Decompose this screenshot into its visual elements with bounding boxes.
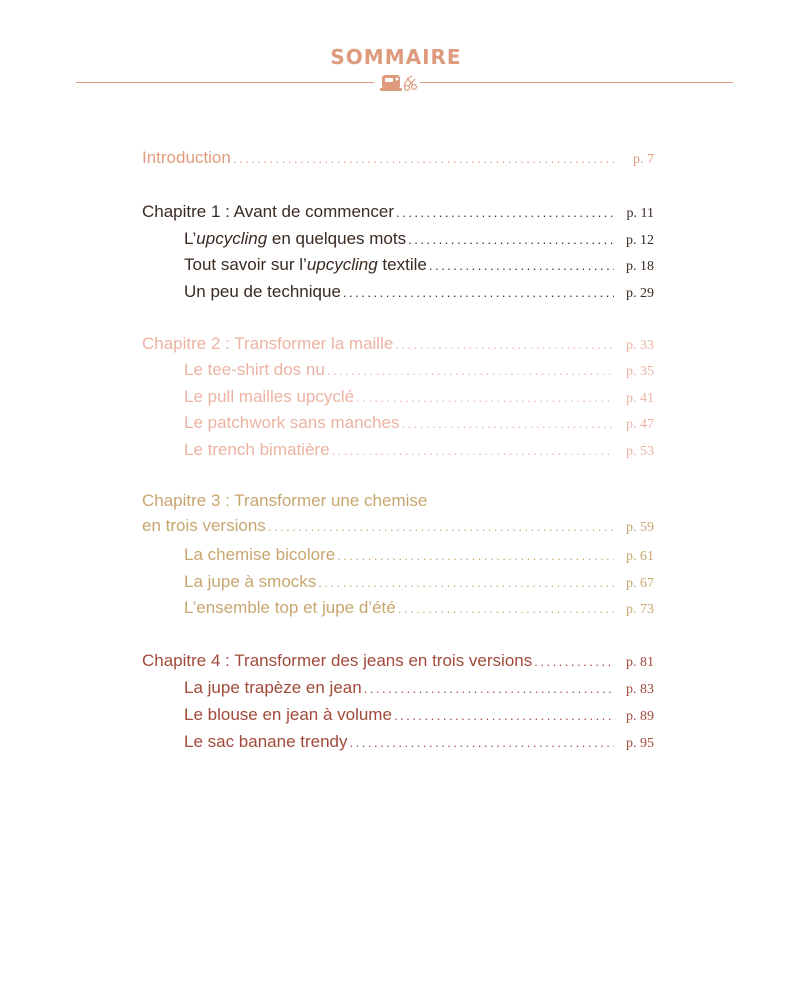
- leader-dots: [364, 678, 614, 700]
- toc-entry[interactable]: [184, 571, 654, 595]
- leader-dots: [429, 255, 614, 277]
- leader-dots: [408, 229, 614, 251]
- toc-chapter-label: Chapitre 1 : Avant de commencer: [142, 202, 394, 221]
- toc-chapter-page: p. 59: [626, 520, 654, 535]
- leader-dots: [337, 545, 614, 567]
- toc-chapter-2[interactable]: [142, 333, 654, 357]
- toc-entry[interactable]: [184, 677, 654, 701]
- leader-dots: [394, 705, 614, 727]
- toc-chapter-label: Chapitre 4 : Transformer des jeans en trois versions: [142, 651, 533, 670]
- toc-entry-introduction[interactable]: [142, 147, 654, 171]
- toc-chapter-page: p. 33: [626, 338, 654, 353]
- toc-entry[interactable]: [184, 704, 654, 728]
- toc-chapter-3-label-line1[interactable]: Chapitre 3 : Transformer une chemise: [142, 491, 428, 510]
- toc-entry-page: p. 53: [626, 444, 654, 459]
- toc-entry-label: La jupe trapèze en jean: [184, 678, 362, 697]
- toc-entry[interactable]: [184, 731, 654, 755]
- toc-entry-label: Tout savoir sur l’upcycling textile: [184, 255, 427, 274]
- toc-chapter-4[interactable]: [142, 650, 654, 674]
- toc-chapter-label: en trois versions: [142, 516, 266, 535]
- toc-entry[interactable]: [184, 254, 654, 278]
- header-title: SOMMAIRE: [330, 45, 462, 69]
- leader-dots: [401, 413, 614, 435]
- toc-entry-page: p. 95: [626, 736, 654, 751]
- toc-entry[interactable]: [184, 412, 654, 436]
- leader-dots: [396, 202, 614, 224]
- leader-dots: [356, 387, 614, 409]
- toc-entry[interactable]: [184, 439, 654, 463]
- toc-entry-page: p. 89: [626, 709, 654, 724]
- toc-entry-label: Un peu de technique: [184, 282, 341, 301]
- leader-dots: [395, 334, 614, 356]
- toc-entry-page: p. 12: [626, 233, 654, 248]
- toc-entry-label: L’ensemble top et jupe d’été: [184, 598, 396, 617]
- toc-chapter-label: Chapitre 2 : Transformer la maille: [142, 334, 394, 353]
- leader-dots: [268, 516, 614, 538]
- leader-dots: [233, 148, 614, 170]
- leader-dots: [343, 282, 614, 304]
- leader-dots: [350, 732, 614, 754]
- leader-dots: [332, 440, 614, 462]
- toc-entry-label: Le trench bimatière: [184, 440, 330, 459]
- toc-entry-label: Le sac banane trendy: [184, 732, 348, 751]
- toc-chapter-3[interactable]: [142, 515, 654, 539]
- toc-entry-label: Introduction: [142, 148, 231, 167]
- toc-entry[interactable]: [184, 228, 654, 252]
- toc-entry-label: L’upcycling en quelques mots: [184, 229, 407, 248]
- leader-dots: [534, 651, 614, 673]
- toc-entry[interactable]: [184, 359, 654, 383]
- leader-dots: [398, 598, 614, 620]
- toc-entry-page: p. 67: [626, 576, 654, 591]
- toc-entry-label: Le tee-shirt dos nu: [184, 360, 325, 379]
- toc-entry-page: p. 41: [626, 391, 654, 406]
- toc-entry-label: Le blouse en jean à volume: [184, 705, 392, 724]
- toc-chapter-page: p. 11: [626, 206, 654, 221]
- toc-entry-page: p. 83: [626, 682, 654, 697]
- toc-entry-page: p. 7: [633, 152, 654, 167]
- toc-entry-label: Le pull mailles upcyclé: [184, 387, 355, 406]
- toc-chapter-1[interactable]: [142, 201, 654, 225]
- toc-entry-page: p. 29: [626, 286, 654, 301]
- toc-entry-label: Le patchwork sans manches: [184, 413, 400, 432]
- toc-entry[interactable]: [184, 544, 654, 568]
- toc-entry-page: p. 35: [626, 364, 654, 379]
- toc-entry-label: La jupe à smocks: [184, 572, 317, 591]
- leader-dots: [327, 360, 614, 382]
- toc-entry-page: p. 73: [626, 602, 654, 617]
- toc-entry[interactable]: [184, 281, 654, 305]
- toc-entry-page: p. 47: [626, 417, 654, 432]
- toc-entry-page: p. 18: [626, 259, 654, 274]
- toc-entry[interactable]: [184, 386, 654, 410]
- toc-entry[interactable]: [184, 597, 654, 621]
- toc-chapter-page: p. 81: [626, 655, 654, 670]
- toc-entry-label: La chemise bicolore: [184, 545, 336, 564]
- toc-entry-page: p. 61: [626, 549, 654, 564]
- leader-dots: [318, 572, 614, 594]
